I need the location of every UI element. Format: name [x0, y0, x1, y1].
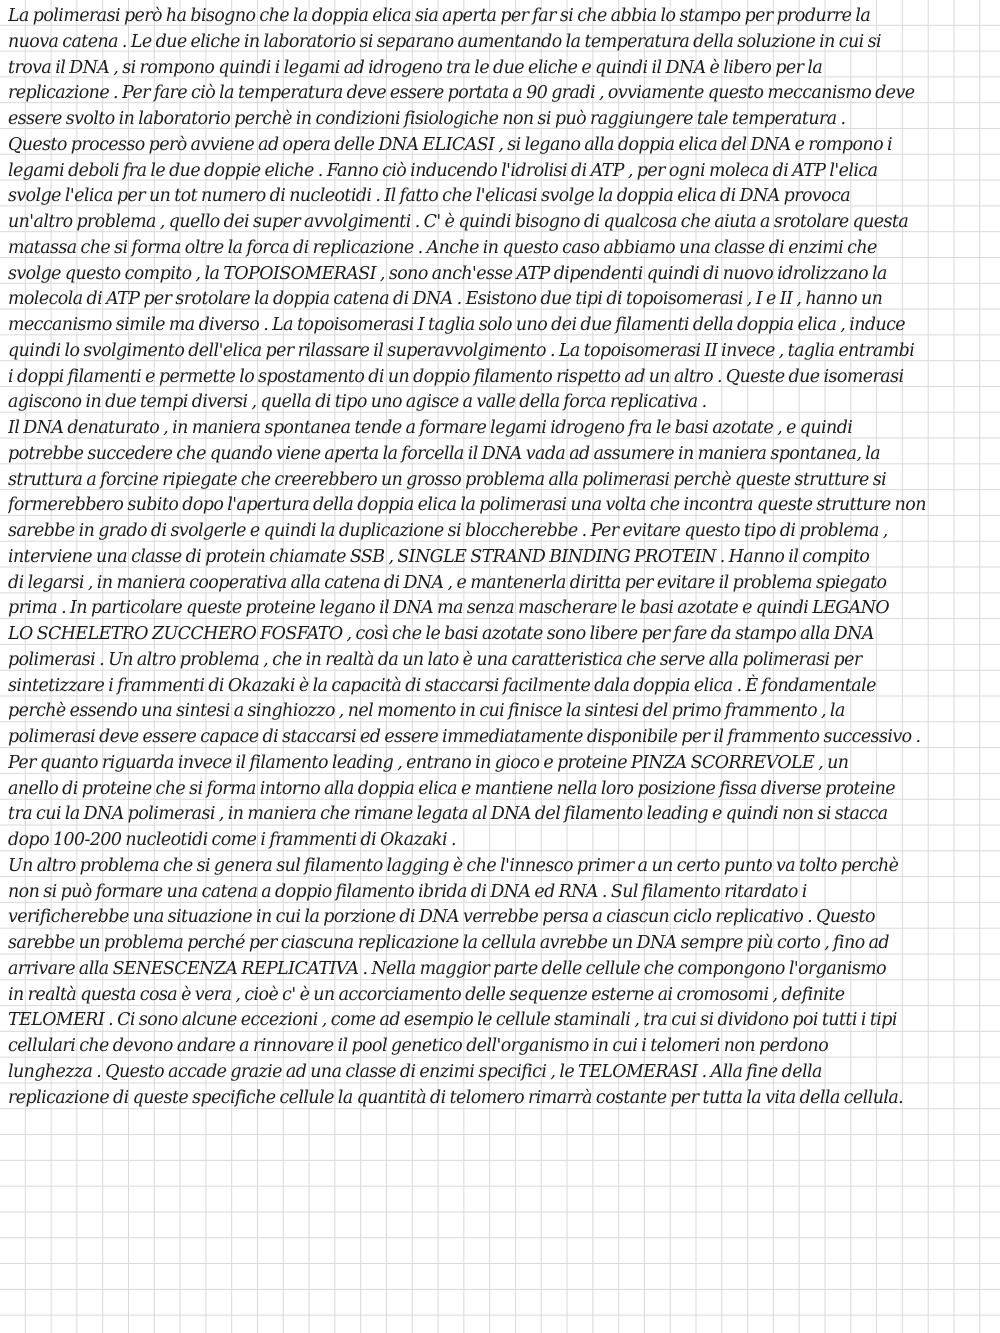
text-line: svolge l'elica per un tot numero di nucleotidi . Il fatto che l'elicasi svolge la doppia elica di DNA provoca — [8, 186, 851, 207]
text-line: lunghezza . Questo accade grazie ad una classe di enzimi specifici , le TELOMERASI . Alla fine della — [8, 1061, 822, 1082]
text-line: dopo 100-200 nucleotidi come i frammenti di Okazaki . — [8, 830, 456, 850]
text-line: LO SCHELETRO ZUCCHERO FOSFATO , così che le basi azotate sono libere per fare da stampo alla DNA — [8, 624, 874, 644]
text-line: legami deboli fra le due doppie eliche . Fanno ciò inducendo l'idrolisi di ATP , per ogni moleca di ATP l'elica — [8, 160, 878, 181]
text-line: anello di proteine che si forma intorno alla doppia elica e mantiene nella loro posizione fissa diverse proteine — [8, 778, 896, 799]
text-line: polimerasi . Un altro problema , che in realtà da un lato è una caratteristica che serve alla polimerasi per — [8, 649, 862, 670]
text-line: struttura a forcine ripiegate che creerebbero un grosso problema alla polimerasi perchè queste strutture si — [8, 469, 887, 490]
text-line: interviene una classe di protein chiamate SSB , SINGLE STRAND BINDING PROTEIN . Hanno il compito — [8, 546, 870, 567]
text-line: perchè essendo una sintesi a singhiozzo , nel momento in cui finisce la sintesi del primo frammento , la — [8, 701, 845, 722]
text-line: nuova catena . Le due eliche in laboratorio si separano aumentando la temperatura della soluzione in cui si — [8, 31, 882, 52]
text-line: La polimerasi però ha bisogno che la doppia elica sia aperta per far si che abbia lo stampo per produrre la — [8, 6, 871, 26]
text-line: polimerasi deve essere capace di staccarsi ed essere immediatamente disponibile per il frammento successivo . — [8, 727, 921, 747]
text-line: non si può formare una catena a doppio filamento ibrida di DNA ed RNA . Sul filamento ritardato i — [8, 881, 807, 902]
text-line: arrivare alla SENESCENZA REPLICATIVA . Nella maggior parte delle cellule che compongono l'organismo — [8, 958, 887, 979]
text-line: sarebbe un problema perché per ciascuna replicazione la cellula avrebbe un DNA sempre più corto , fino ad — [8, 933, 890, 953]
text-line: TELOMERI . Ci sono alcune eccezioni , come ad esempio le cellule staminali , tra cui si dividono poi tutti i tipi — [8, 1010, 897, 1031]
text-line: cellulari che devono andare a rinnovare il pool genetico dell'organismo in cui i telomeri non perdono — [8, 1036, 829, 1056]
handwritten-notes-page — [8, 4, 992, 1329]
text-line: Il DNA denaturato , in maniera spontanea tende a formare legami idrogeno fra le basi azotate , e quindi — [8, 418, 853, 438]
text-line: di legarsi , in maniera cooperativa alla catena di DNA , e mantenerla diritta per evitare il problema spiegato — [8, 572, 887, 593]
text-line: verificherebbe una situazione in cui la porzione di DNA verrebbe persa a ciascun ciclo replicativo . Questo — [8, 907, 875, 928]
text-line: svolge questo compito , la TOPOISOMERASI , sono anch'esse ATP dipendenti quindi di nuovo idrolizzano la — [8, 263, 887, 284]
text-line: sintetizzare i frammenti di Okazaki è la capacità di staccarsi facilmente dala doppia elica . È fondamentale — [8, 675, 876, 696]
text-line: replicazione di queste specifiche cellule la quantità di telomero rimarrà costante per tutta la vita della cellula. — [8, 1087, 904, 1108]
text-line: Questo processo però avviene ad opera delle DNA ELICASI , si legano alla doppia elica del DNA e rompono i — [8, 134, 892, 155]
text-line: molecola di ATP per srotolare la doppia catena di DNA . Esistono due tipi di topoisomerasi , I e II , hanno un — [8, 289, 883, 310]
text-line: un'altro problema , quello dei super avvolgimenti . C' è quindi bisogno di qualcosa che aiuta a srotolare questa — [8, 212, 909, 232]
text-line: Un altro problema che si genera sul filamento lagging è che l'innesco primer a un certo punto va tolto perchè — [8, 855, 899, 876]
text-line: agiscono in due tempi diversi , quella di tipo uno agisce a valle della forca replicativa . — [8, 392, 707, 413]
text-line: quindi lo svolgimento dell'elica per rilassare il superavvolgimento . La topoisomerasi II invece , taglia entrambi — [8, 340, 915, 361]
text-line: matassa che si forma oltre la forca di replicazione . Anche in questo caso abbiamo una classe di enzimi che — [8, 237, 877, 258]
text-line: potrebbe succedere che quando viene aperta la forcella il DNA vada ad assumere in maniera spontanea, la — [8, 443, 881, 464]
text-line: essere svolto in laboratorio perchè in condizioni fisiologiche non si può raggiungere tale temperatura . — [8, 109, 846, 129]
text-line: in realtà questa cosa è vera , cioè c' è un accorciamento delle sequenze esterne ai cromosomi , definite — [8, 984, 845, 1005]
text-line: i doppi filamenti e permette lo spostamento di un doppio filamento rispetto ad un altro . Queste due isomerasi — [8, 366, 904, 387]
text-line: prima . In particolare queste proteine legano il DNA ma senza mascherare le basi azotate e quindi LEGANO — [8, 598, 890, 619]
text-line: sarebbe in grado di svolgerle e quindi la duplicazione si bloccherebbe . Per evitare questo tipo di problema , — [8, 521, 888, 541]
text-line: meccanismo simile ma diverso . La topoisomerasi I taglia solo uno dei due filamenti della doppia elica , induce — [8, 315, 906, 335]
text-line: Per quanto riguarda invece il filamento leading , entrano in gioco e proteine PINZA SCORREVOLE , un — [8, 752, 849, 773]
text-line: replicazione . Per fare ciò la temperatura deve essere portata a 90 gradi , ovviamente questo meccanismo deve — [8, 83, 915, 104]
text-line: tra cui la DNA polimerasi , in maniera che rimane legata al DNA del filamento leading e quindi non si stacca — [8, 804, 888, 825]
text-line: formerebbero subito dopo l'apertura della doppia elica la polimerasi una volta che incontra queste strutture non — [8, 495, 926, 516]
text-line: trova il DNA , si rompono quindi i legami ad idrogeno tra le due eliche e quindi il DNA è libero per la — [8, 57, 823, 78]
